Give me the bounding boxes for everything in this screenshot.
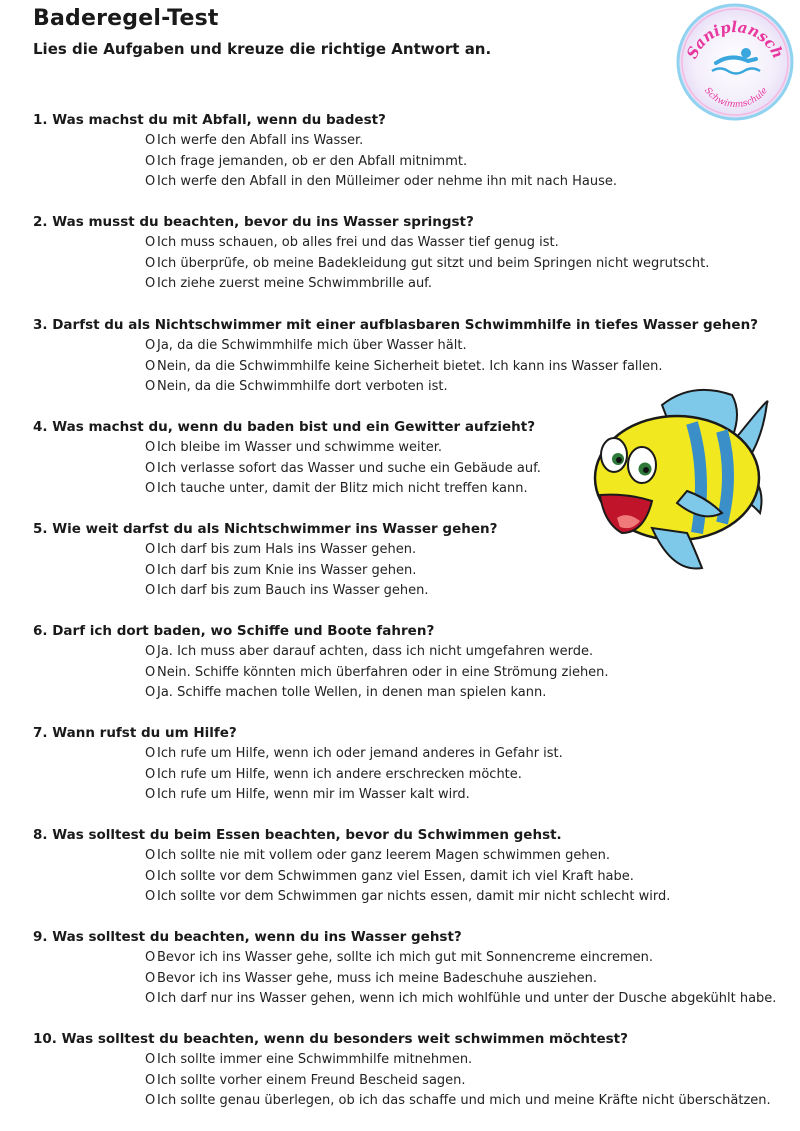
option-label: Ich darf nur ins Wasser gehen, wenn ich mich wohlfühle und unter der Dusche abgekühlt habe. bbox=[157, 991, 777, 1006]
answer-option[interactable] bbox=[145, 479, 793, 500]
answer-option[interactable] bbox=[145, 357, 793, 378]
option-checkbox[interactable]: O bbox=[145, 1093, 156, 1108]
answer-option[interactable] bbox=[145, 1071, 793, 1092]
option-label: Ich verlasse sofort das Wasser und suche ein Gebäude auf. bbox=[157, 460, 541, 476]
question-text: 2. Was musst du beachten, bevor du ins Wasser springst? bbox=[33, 214, 474, 230]
answer-option[interactable] bbox=[145, 663, 793, 684]
option-checkbox[interactable]: O bbox=[145, 255, 156, 271]
option-label: Ich rufe um Hilfe, wenn ich andere erschrecken möchte. bbox=[157, 766, 522, 782]
option-label: Ich sollte genau überlegen, ob ich das schaffe und mich und meine Kräfte nicht überschätzen. bbox=[157, 1093, 771, 1108]
option-label: Ich sollte vor dem Schwimmen gar nichts essen, damit mir nicht schlecht wird. bbox=[157, 889, 671, 904]
option-label: Nein, da die Schwimmhilfe keine Sicherheit bietet. Ich kann ins Wasser fallen. bbox=[157, 358, 663, 374]
option-label: Ich sollte vor dem Schwimmen ganz viel Essen, damit ich viel Kraft habe. bbox=[157, 868, 634, 884]
answer-option[interactable] bbox=[145, 989, 793, 1010]
option-checkbox[interactable]: O bbox=[145, 583, 156, 598]
question-text: 3. Darfst du als Nichtschwimmer mit einer aufblasbaren Schwimmhilfe in tiefes Wasser gehen? bbox=[33, 317, 759, 333]
option-checkbox[interactable]: O bbox=[145, 276, 156, 291]
option-label: Ich werfe den Abfall in den Mülleimer oder nehme ihn mit nach Hause. bbox=[157, 174, 618, 189]
option-checkbox[interactable]: O bbox=[145, 481, 156, 496]
answer-option[interactable] bbox=[145, 948, 793, 969]
answer-option[interactable] bbox=[145, 887, 793, 908]
option-label: Ich werfe den Abfall ins Wasser. bbox=[157, 133, 364, 148]
option-checkbox[interactable]: O bbox=[145, 235, 156, 250]
answer-option[interactable] bbox=[145, 377, 793, 398]
option-label: Ich muss schauen, ob alles frei und das Wasser tief genug ist. bbox=[157, 235, 559, 250]
option-label: Bevor ich ins Wasser gehe, muss ich meine Badeschuhe ausziehen. bbox=[157, 970, 597, 986]
answer-option[interactable] bbox=[145, 172, 793, 193]
answer-option[interactable] bbox=[145, 642, 793, 663]
option-checkbox[interactable]: O bbox=[145, 1072, 156, 1088]
option-checkbox[interactable]: O bbox=[145, 868, 156, 884]
question-block bbox=[33, 212, 793, 295]
option-label: Ich rufe um Hilfe, wenn ich oder jemand anderes in Gefahr ist. bbox=[157, 746, 563, 761]
svg-text:Saniplansch: Saniplansch bbox=[682, 18, 788, 62]
option-checkbox[interactable]: O bbox=[145, 379, 156, 394]
question-text: 9. Was solltest du beachten, wenn du ins Wasser gehst? bbox=[33, 929, 462, 945]
question-block bbox=[33, 1029, 793, 1112]
option-label: Ich sollte vorher einem Freund Bescheid sagen. bbox=[157, 1072, 466, 1088]
option-checkbox[interactable]: O bbox=[145, 133, 156, 148]
option-checkbox[interactable]: O bbox=[145, 664, 156, 680]
option-label: Ich überprüfe, ob meine Badekleidung gut sitzt und beim Springen nicht wegrutscht. bbox=[157, 255, 710, 271]
page-subtitle: Lies die Aufgaben und kreuze die richtige Antwort an. bbox=[33, 40, 492, 58]
answer-option[interactable] bbox=[145, 846, 793, 867]
answer-option[interactable] bbox=[145, 336, 793, 357]
answer-option[interactable] bbox=[145, 1091, 793, 1112]
answer-option[interactable] bbox=[145, 785, 793, 806]
option-checkbox[interactable]: O bbox=[145, 746, 156, 761]
answer-option[interactable] bbox=[145, 274, 793, 295]
option-checkbox[interactable]: O bbox=[145, 787, 156, 802]
answer-option[interactable] bbox=[145, 969, 793, 990]
question-block bbox=[33, 825, 793, 908]
svg-text:Schwimmschule: Schwimmschule bbox=[702, 85, 770, 111]
option-checkbox[interactable]: O bbox=[145, 970, 156, 986]
option-checkbox[interactable]: O bbox=[145, 358, 156, 374]
option-label: Ich sollte nie mit vollem oder ganz leerem Magen schwimmen gehen. bbox=[157, 848, 611, 863]
answer-option[interactable] bbox=[145, 254, 793, 275]
option-checkbox[interactable]: O bbox=[145, 460, 156, 476]
option-checkbox[interactable]: O bbox=[145, 644, 156, 659]
question-text: 1. Was machst du mit Abfall, wenn du badest? bbox=[33, 112, 386, 128]
question-text: 10. Was solltest du beachten, wenn du besonders weit schwimmen möchtest? bbox=[33, 1031, 628, 1047]
option-checkbox[interactable]: O bbox=[145, 889, 156, 904]
option-checkbox[interactable]: O bbox=[145, 153, 156, 169]
option-checkbox[interactable]: O bbox=[145, 562, 156, 578]
question-block bbox=[33, 110, 793, 193]
option-label: Ich rufe um Hilfe, wenn mir im Wasser kalt wird. bbox=[157, 787, 470, 802]
option-label: Ich darf bis zum Hals ins Wasser gehen. bbox=[157, 542, 417, 557]
answer-option[interactable] bbox=[145, 438, 793, 459]
option-checkbox[interactable]: O bbox=[145, 685, 156, 700]
option-label: Ja, da die Schwimmhilfe mich über Wasser hält. bbox=[157, 338, 467, 353]
option-checkbox[interactable]: O bbox=[145, 338, 156, 353]
option-label: Ich darf bis zum Knie ins Wasser gehen. bbox=[157, 562, 417, 578]
answer-option[interactable] bbox=[145, 1050, 793, 1071]
question-text: 5. Wie weit darfst du als Nichtschwimmer ins Wasser gehen? bbox=[33, 521, 498, 537]
option-checkbox[interactable]: O bbox=[145, 950, 156, 965]
question-block bbox=[33, 519, 793, 602]
question-block bbox=[33, 417, 793, 500]
answer-option[interactable] bbox=[145, 540, 793, 561]
answer-option[interactable] bbox=[145, 581, 793, 602]
question-block bbox=[33, 621, 793, 704]
option-label: Nein. Schiffe könnten mich überfahren oder in eine Strömung ziehen. bbox=[157, 664, 609, 680]
option-label: Ich tauche unter, damit der Blitz mich nicht treffen kann. bbox=[157, 481, 528, 496]
page-title: Baderegel-Test bbox=[33, 6, 219, 31]
answer-option[interactable] bbox=[145, 152, 793, 173]
answer-option[interactable] bbox=[145, 233, 793, 254]
swim-school-logo bbox=[676, 3, 794, 121]
question-block bbox=[33, 723, 793, 806]
option-checkbox[interactable]: O bbox=[145, 848, 156, 863]
answer-option[interactable] bbox=[145, 561, 793, 582]
question-text: 7. Wann rufst du um Hilfe? bbox=[33, 725, 237, 741]
option-label: Ja. Ich muss aber darauf achten, dass ich nicht umgefahren werde. bbox=[157, 644, 594, 659]
option-checkbox[interactable]: O bbox=[145, 1052, 156, 1067]
question-text: 6. Darf ich dort baden, wo Schiffe und Boote fahren? bbox=[33, 623, 435, 639]
option-checkbox[interactable]: O bbox=[145, 991, 156, 1006]
question-text: 4. Was machst du, wenn du baden bist und ein Gewitter aufzieht? bbox=[33, 419, 536, 435]
option-label: Nein, da die Schwimmhilfe dort verboten ist. bbox=[157, 379, 448, 394]
option-checkbox[interactable]: O bbox=[145, 174, 156, 189]
answer-option[interactable] bbox=[145, 683, 793, 704]
option-checkbox[interactable]: O bbox=[145, 440, 156, 455]
question-block bbox=[33, 315, 793, 398]
option-label: Ja. Schiffe machen tolle Wellen, in denen man spielen kann. bbox=[157, 685, 547, 700]
option-label: Bevor ich ins Wasser gehe, sollte ich mich gut mit Sonnencreme eincremen. bbox=[157, 950, 654, 965]
answer-option[interactable] bbox=[145, 867, 793, 888]
question-text: 8. Was solltest du beim Essen beachten, bevor du Schwimmen gehst. bbox=[33, 827, 562, 843]
option-label: Ich sollte immer eine Schwimmhilfe mitnehmen. bbox=[157, 1052, 473, 1067]
answer-option[interactable] bbox=[145, 744, 793, 765]
option-checkbox[interactable]: O bbox=[145, 542, 156, 557]
option-checkbox[interactable]: O bbox=[145, 766, 156, 782]
option-label: Ich bleibe im Wasser und schwimme weiter. bbox=[157, 440, 442, 455]
question-block bbox=[33, 927, 793, 1010]
option-label: Ich ziehe zuerst meine Schwimmbrille auf. bbox=[157, 276, 432, 291]
answer-option[interactable] bbox=[145, 765, 793, 786]
option-label: Ich darf bis zum Bauch ins Wasser gehen. bbox=[157, 583, 429, 598]
answer-option[interactable] bbox=[145, 459, 793, 480]
answer-option[interactable] bbox=[145, 131, 793, 152]
option-label: Ich frage jemanden, ob er den Abfall mitnimmt. bbox=[157, 153, 468, 169]
